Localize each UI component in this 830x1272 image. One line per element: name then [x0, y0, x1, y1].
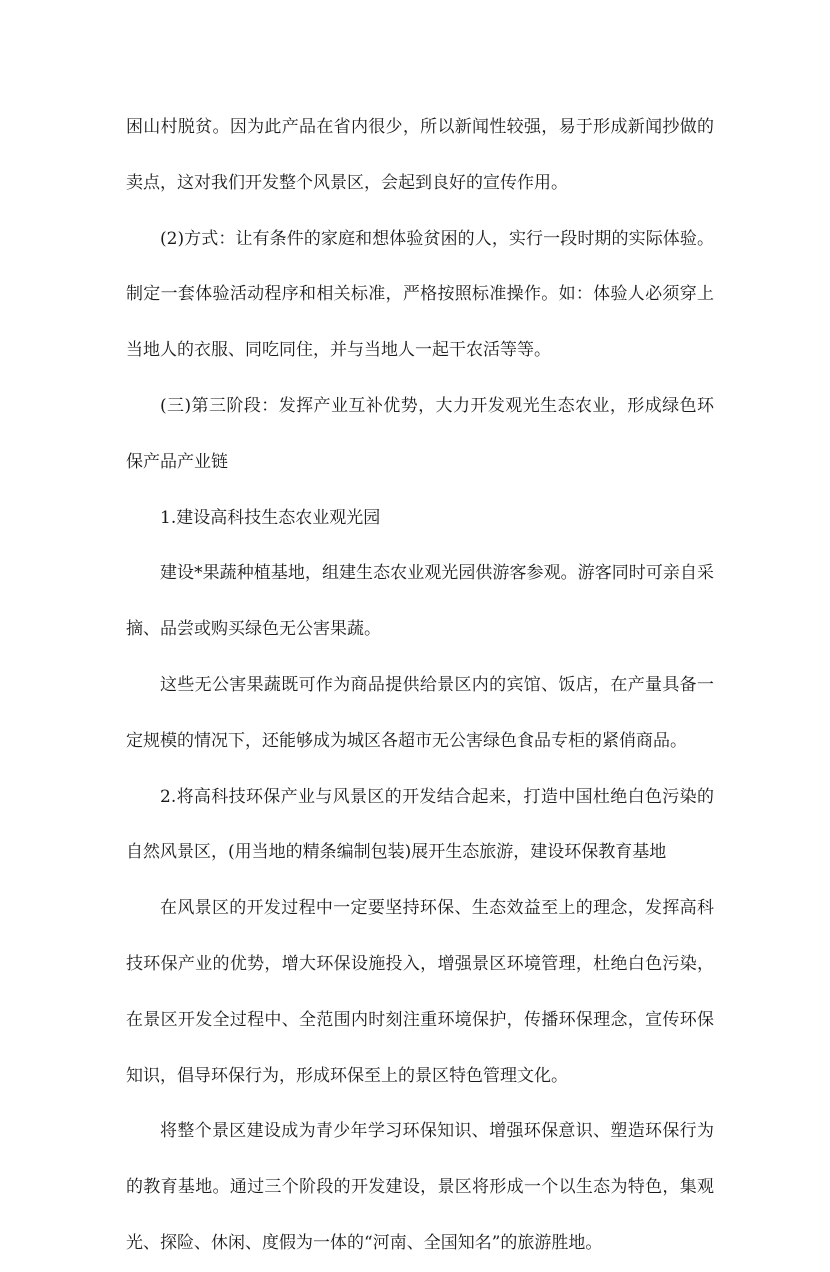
subsection-heading: 1.建设高科技生态农业观光园 [160, 507, 381, 528]
paragraph: 将整个景区建设成为青少年学习环保知识、增强环保意识、塑造环保行为的教育基地。通过三个阶段的开发建设，景区将形成一个以生态为特色，集观光、探险、休闲、度假为一体的“河南、全国知名”的旅游胜地。 [126, 1121, 714, 1253]
subsection-heading: 2.将高科技环保产业与风景区的开发结合起来，打造中国杜绝白色污染的自然风景区，(用当地的精条编制包装)展开生态旅游，建设环保教育基地 [126, 786, 714, 863]
section-heading: (三)第三阶段：发挥产业互补优势，大力开发观光生态农业，形成绿色环保产品产业链 [126, 395, 714, 472]
paragraph: 在风景区的开发过程中一定要坚持环保、生态效益至上的理念，发挥高科技环保产业的优势，增大环保设施投入，增强景区环境管理，杜绝白色污染，在景区开发全过程中、全范围内时刻注重环境保护，传播环保理念，宣传环保知识，倡导环保行为，形成环保至上的景区特色管理文化。 [126, 898, 714, 1086]
paragraph: 困山村脱贫。因为此产品在省内很少，所以新闻性较强，易于形成新闻抄做的卖点，这对我们开发整个风景区，会起到良好的宣传作用。 [126, 117, 714, 193]
document-body [126, 100, 714, 1272]
paragraph: 这些无公害果蔬既可作为商品提供给景区内的宾馆、饭店，在产量具备一定规模的情况下，还能够成为城区各超市无公害绿色食品专柜的紧俏商品。 [126, 674, 714, 751]
paragraph: (2)方式：让有条件的家庭和想体验贫困的人，实行一段时期的实际体验。制定一套体验活动程序和相关标准，严格按照标准操作。如：体验人必须穿上当地人的衣服、同吃同住，并与当地人一起干农活等等。 [126, 228, 714, 361]
paragraph: 建设*果蔬种植基地，组建生态农业观光园供游客参观。游客同时可亲自采摘、品尝或购买绿色无公害果蔬。 [126, 563, 714, 640]
